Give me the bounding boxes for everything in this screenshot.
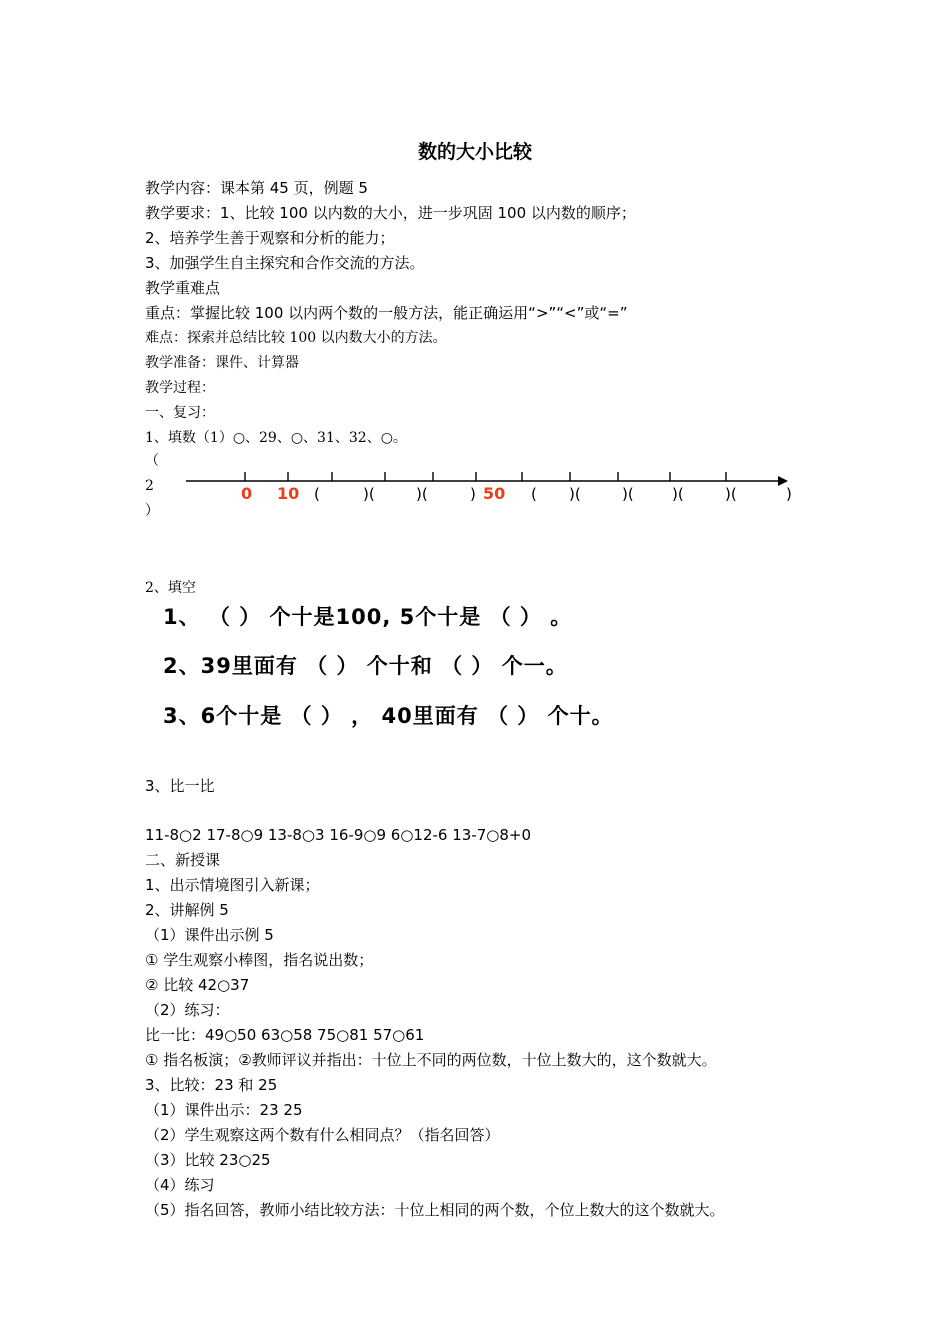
text-line: 2、培养学生善于观察和分析的能力； (145, 229, 395, 247)
text-line: 二、新授课 (145, 851, 221, 869)
text-line: 比一比：49○50 63○58 75○81 57○61 (145, 1026, 425, 1044)
text-line: 3、比较：23 和 25 (145, 1076, 278, 1094)
text-line: （2）学生观察这两个数有什么相同点？（指名回答） (145, 1126, 500, 1144)
text-line: 教学重难点 (145, 279, 221, 297)
blank-paren: )( (363, 485, 375, 503)
fill-blank-question: 1、 （ ） 个十是100, 5个十是 （ ） 。 (163, 605, 573, 629)
text-line: 重点：掌握比较 100 以内两个数的一般方法，能正确运用“>”“<”或“=” (145, 304, 628, 322)
text-line: 1、填数（1）○、29、○、31、32、○。 (145, 430, 407, 446)
text-line: （3）比较 23○25 (145, 1151, 271, 1169)
blank-paren: )( (569, 485, 581, 503)
text-line: ① 学生观察小棒图，指名说出数； (145, 951, 374, 969)
text-line: ① 指名板演；②教师评议并指出：十位上不同的两位数，十位上数大的，这个数就大。 (145, 1051, 717, 1069)
text-line: （1）课件出示：23 25 (145, 1101, 303, 1119)
text-line: 教学要求：1、比较 100 以内数的大小，进一步巩固 100 以内数的顺序； (145, 204, 636, 222)
blank-paren: ( (314, 485, 320, 503)
text-line: 2、讲解例 5 (145, 901, 229, 919)
text-line: （5）指名回答，教师小结比较方法：十位上相同的两个数，个位上数大的这个数就大。 (145, 1201, 725, 1219)
number-line (180, 462, 820, 512)
blank-paren: ) (470, 485, 476, 503)
blank-paren: ) (786, 485, 792, 503)
blank-paren: )( (672, 485, 684, 503)
number-line-label-10: 10 (277, 484, 300, 503)
numberline-side-close: ） (145, 503, 159, 519)
blank-paren: )( (622, 485, 634, 503)
text-line: 2、填空 (145, 580, 196, 596)
text-line: 教学内容：课本第 45 页，例题 5 (145, 179, 368, 197)
fill-blank-question: 2、39里面有 （ ） 个十和 （ ） 个一。 (163, 654, 568, 678)
number-line-ticks (245, 472, 726, 481)
numberline-side-number: 2 (145, 478, 154, 494)
text-line: 11-8○2 17-8○9 13-8○3 16-9○9 6○12-6 13-7○8+0 (145, 826, 532, 844)
text-line: 难点：探索并总结比较 100 以内数大小的方法。 (145, 330, 447, 346)
number-line-label-50: 50 (483, 484, 506, 503)
text-line: 1、出示情境图引入新课； (145, 876, 320, 894)
text-line: 教学过程： (145, 380, 215, 396)
fill-blank-question: 3、6个十是 （ ） ， 40里面有 （ ） 个十。 (163, 704, 614, 728)
number-line-label-0: 0 (241, 484, 253, 503)
text-line: 3、比一比 (145, 777, 215, 795)
blank-paren: )( (416, 485, 428, 503)
blank-paren: )( (725, 485, 737, 503)
text-line: 3、加强学生自主探究和合作交流的方法。 (145, 254, 425, 272)
text-line: ② 比较 42○37 (145, 976, 250, 994)
text-line: 教学准备：课件、计算器 (145, 355, 299, 371)
page-title: 数的大小比较 (417, 141, 532, 163)
numberline-side-open: （ (145, 453, 159, 469)
text-line: （2）练习： (145, 1001, 230, 1019)
blank-paren: ( (531, 485, 537, 503)
text-line: （1）课件出示例 5 (145, 926, 274, 944)
text-line: （4）练习 (145, 1176, 215, 1194)
text-line: 一、复习： (145, 405, 215, 421)
